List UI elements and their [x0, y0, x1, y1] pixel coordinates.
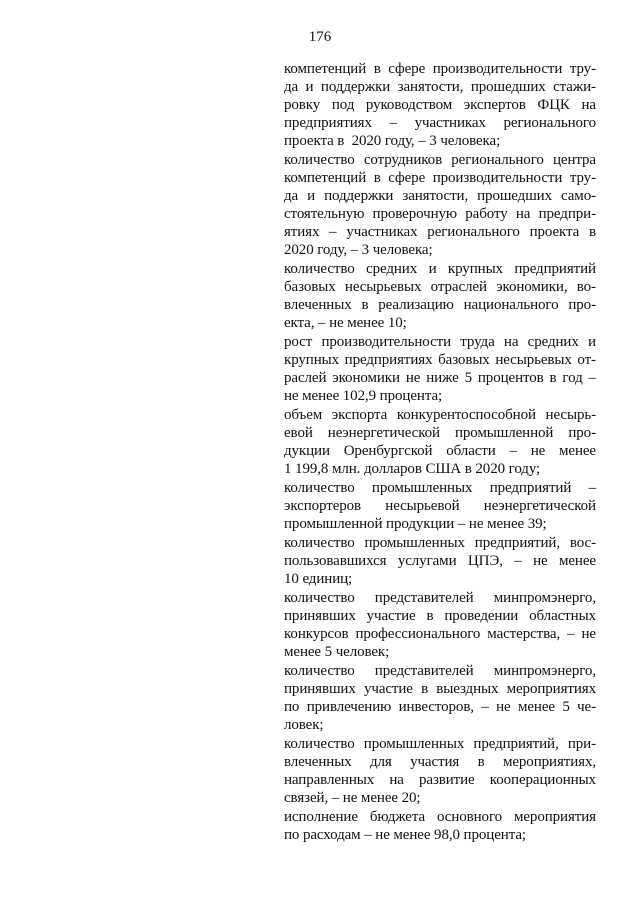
text-line: направленных на развитие кооперационных: [284, 772, 596, 788]
paragraph: [284, 60, 596, 150]
text-line: менее 5 человек;: [284, 644, 390, 660]
text-line: конкурсов профессионального мастерства, – не: [284, 626, 596, 642]
text-line: количество промышленных предприятий, при-: [284, 736, 596, 752]
text-line: количество представителей минпромэнерго,: [284, 663, 596, 679]
text-line: предприятиях – участниках регионального: [284, 115, 596, 131]
document-body: [284, 60, 596, 845]
text-line: рост производительности труда на средних и: [284, 334, 596, 350]
text-line: принявших участие в выездных мероприятиях: [284, 681, 596, 697]
text-line: базовых несырьевых отраслей экономики, во-: [284, 279, 596, 295]
paragraph: [284, 808, 596, 844]
text-line: по привлечению инвесторов, – не менее 5 че-: [284, 699, 596, 715]
text-line: 10 единиц;: [284, 571, 353, 587]
paragraph: [284, 260, 596, 332]
paragraph: [284, 534, 596, 588]
text-line: принявших участие в проведении областных: [284, 608, 596, 624]
text-line: ровку под руководством экспертов ФЦК на: [284, 97, 596, 113]
text-line: екта, – не менее 10;: [284, 315, 407, 331]
text-line: не менее 102,9 процента;: [284, 388, 443, 404]
text-line: количество промышленных предприятий –: [284, 480, 596, 496]
text-line: количество средних и крупных предприятий: [284, 261, 596, 277]
text-line: по расходам – не менее 98,0 процента;: [284, 827, 526, 843]
text-line: связей, – не менее 20;: [284, 790, 421, 806]
text-line: количество сотрудников регионального центра: [284, 152, 596, 168]
text-line: количество промышленных предприятий, вос-: [284, 535, 596, 551]
text-line: да и поддержки занятости, прошедших стажи-: [284, 79, 596, 95]
text-line: объем экспорта конкурентоспособной несырь-: [284, 407, 596, 423]
paragraph: [284, 151, 596, 259]
text-line: компетенций в сфере производительности тру-: [284, 61, 596, 77]
text-line: пользовавшихся услугами ЦПЭ, – не менее: [284, 553, 596, 569]
text-line: количество представителей минпромэнерго,: [284, 590, 596, 606]
text-line: раслей экономики не ниже 5 процентов в год –: [284, 370, 596, 386]
text-line: компетенций в сфере производительности тру-: [284, 170, 596, 186]
text-line: ятиях – участниках регионального проекта в: [284, 224, 596, 240]
text-line: проекта в 2020 году, – 3 человека;: [284, 133, 501, 149]
text-line: экспортеров несырьевой неэнергетической: [284, 498, 596, 514]
text-line: да и поддержки занятости, прошедших само-: [284, 188, 596, 204]
text-line: дукции Оренбургской области – не менее: [284, 443, 596, 459]
text-line: влеченных для участия в мероприятиях,: [284, 754, 596, 770]
text-line: стоятельную проверочную работу на предпри-: [284, 206, 596, 222]
paragraph: [284, 333, 596, 405]
paragraph: [284, 589, 596, 661]
text-line: 1 199,8 млн. долларов США в 2020 году;: [284, 461, 541, 477]
text-line: евой неэнергетической промышленной про-: [284, 425, 596, 441]
paragraph: [284, 479, 596, 533]
text-line: крупных предприятиях базовых несырьевых от-: [284, 352, 596, 368]
text-line: ловек;: [284, 717, 324, 733]
page-number: 176: [308, 29, 332, 45]
text-line: влеченных в реализацию национального про-: [284, 297, 596, 313]
text-line: промышленной продукции – не менее 39;: [284, 516, 547, 532]
text-line: 2020 году, – 3 человека;: [284, 242, 433, 258]
text-line: исполнение бюджета основного мероприятия: [284, 809, 596, 825]
paragraph: [284, 406, 596, 478]
paragraph: [284, 735, 596, 807]
paragraph: [284, 662, 596, 734]
